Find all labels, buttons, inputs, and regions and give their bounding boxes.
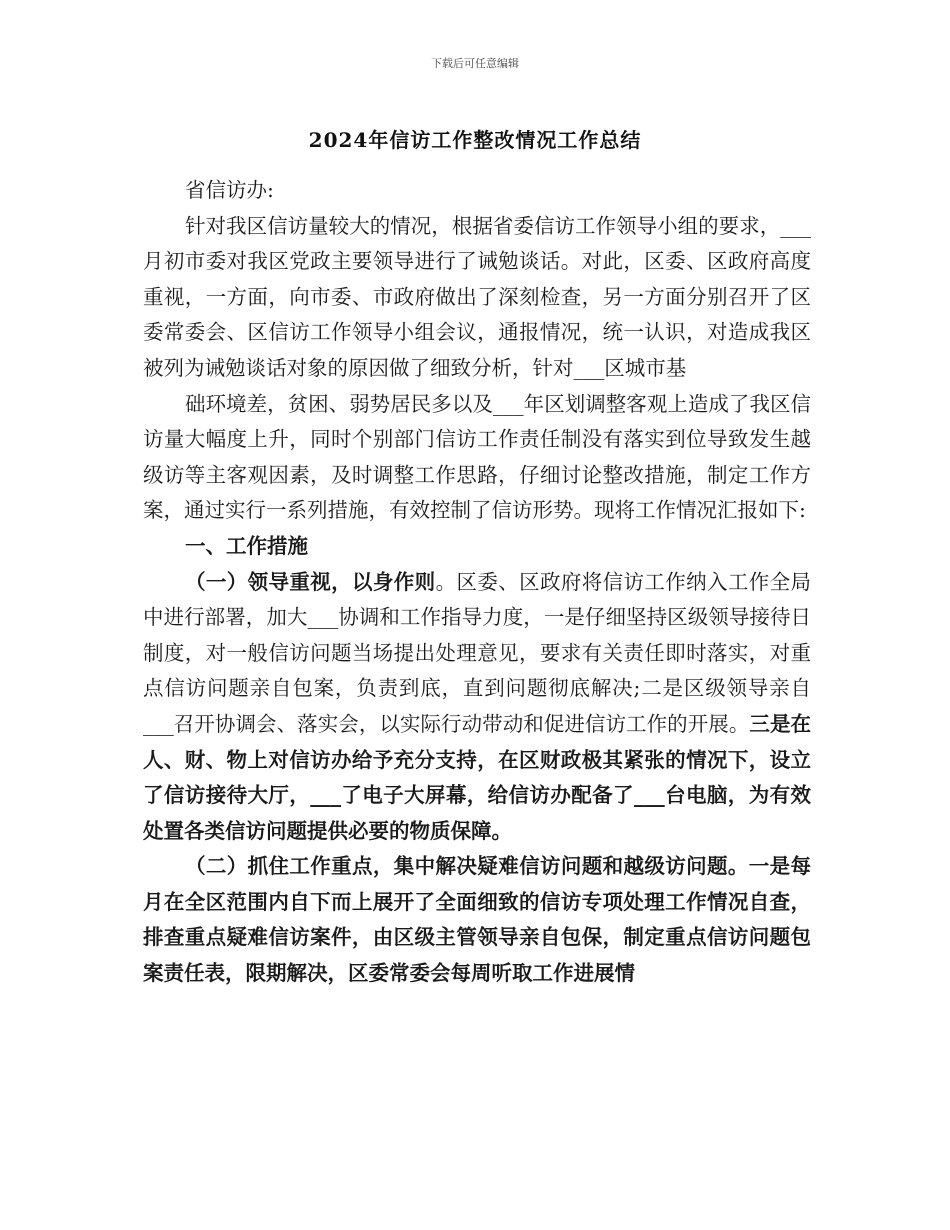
salutation: 省信访办: [185,178,274,202]
document-title: 2024年信访工作整改情况工作总结 [308,128,642,152]
section-heading-1: 一、工作措施 [185,533,308,558]
paragraph-2: 础环境差，贫困、弱势居民多以及___年区划调整客观上造成了我区信访量大幅度上升，同时个别部门信访工作责任制没有落实到位导致发生越级访等主客观因素，及时调整工作思路，仔细讨论整改措施，制定工作方案，通过实行一系列措施，有效控制了信访形势。现将工作情况汇报如下: [143,391,811,523]
paragraph-3 [143,565,811,850]
paragraph-3-tail: 三是在人、财、物上对信访办给予充分支持，在区财政极其紧张的情况下，设立了信访接待大厅，___了电子大屏幕，给信访办配备了___台电脑，为有效处置各类信访问题提供必要的物质保障。 [143,711,812,843]
document-body [143,173,811,992]
paragraph-3-body: 。区委、区政府将信访工作纳入工作全局中进行部署，加大___协调和工作指导力度，一是仔细坚持区级领导接待日制度，对一般信访问题当场提出处理意见，要求有关责任即时落实，对重点信访问题亲自包案，负责到底，直到问题彻底解决;二是区级领导亲自___召开协调会、落实会，以实际行动带动和促进信访工作的开展。 [143,569,812,736]
paragraph-4: （二）抓住工作重点，集中解决疑难信访问题和越级访问题。一是每月在全区范围内自下而上展开了全面细致的信访专项处理工作情况自查，排查重点疑难信访案件，由区级主管领导亲自包保，制定重点信访问题包案责任表，限期解决，区委常委会每周听取工作进展情 [143,854,811,986]
header-note: 下载后可任意编辑 [431,57,519,70]
paragraph-1: 针对我区信访量较大的情况，根据省委信访工作领导小组的要求，___月初市委对我区党政主要领导进行了诫勉谈话。对此，区委、区政府高度重视，一方面，向市委、市政府做出了深刻检查，另一方面分别召开了区委常委会、区信访工作领导小组会议，通报情况，统一认识，对造成我区被列为诫勉谈话对象的原因做了细致分析，针对___区城市基 [143,213,811,380]
paragraph-3-lead: （一）领导重视，以身作则 [185,569,436,594]
